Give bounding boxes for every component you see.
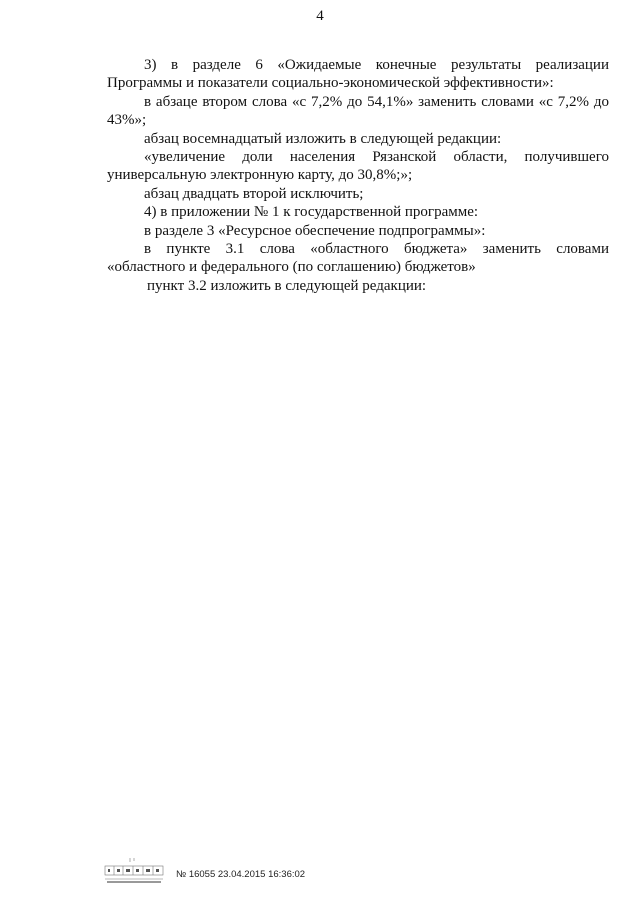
paragraph-abzac-22: абзац двадцать второй исключить; <box>144 185 364 202</box>
page-number: 4 <box>316 8 324 24</box>
document-footer <box>104 857 364 891</box>
registration-stamp <box>104 857 164 885</box>
registration-number: № 16055 23.04.2015 16:36:02 <box>176 869 306 880</box>
paragraph-section-6: 3) в разделе 6 «Ожидаемые конечные результаты реализации Программы и показатели социально-экономической эффективности»: <box>107 57 609 92</box>
document-body <box>107 56 609 295</box>
paragraph-point-3-2: пункт 3.2 изложить в следующей редакции: <box>147 277 427 294</box>
paragraph-quote-uek: «увеличение доли населения Рязанской области, получившего универсальную электронную карту, до 30,8%;»; <box>107 149 609 184</box>
paragraph-appendix-1: 4) в приложении № 1 к государственной программе: <box>144 204 479 221</box>
paragraph-section-3: в разделе 3 «Ресурсное обеспечение подпрограммы»: <box>144 222 486 239</box>
paragraph-abzac-18: абзац восемнадцатый изложить в следующей редакции: <box>144 130 502 147</box>
paragraph-abzac-2: в абзаце втором слова «с 7,2% до 54,1%» заменить словами «с 7,2% до 43%»; <box>107 93 609 129</box>
paragraph-point-3-1: в пункте 3.1 слова «областного бюджета» заменить словами «областного и федерального (по соглашению) бюджетов» <box>107 241 609 276</box>
